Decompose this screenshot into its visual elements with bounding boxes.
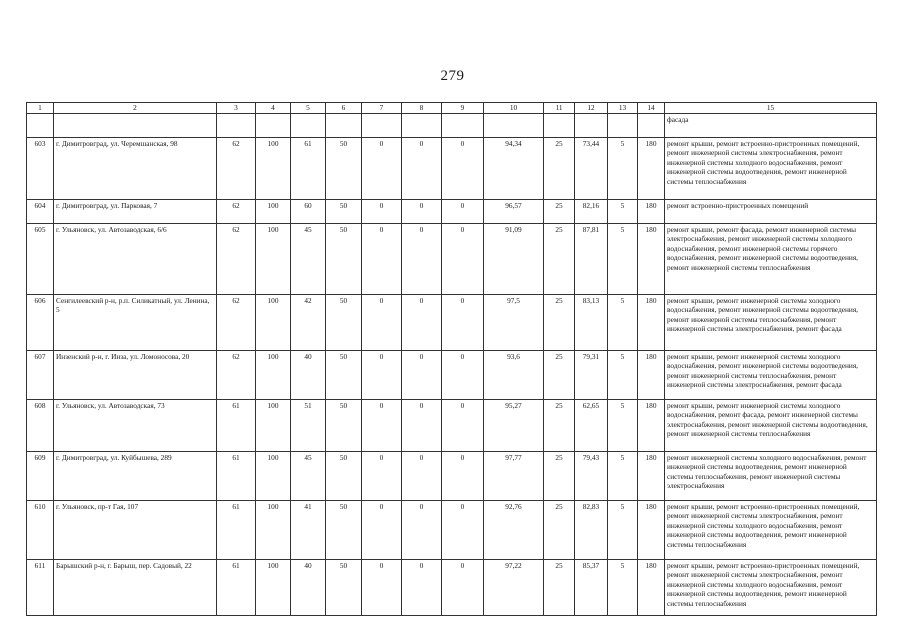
cell-row-number: 605 <box>27 223 54 294</box>
continuation-work-types: фасада <box>665 113 877 137</box>
cell-col-6: 50 <box>326 223 362 294</box>
cell-col-13: 5 <box>608 199 638 223</box>
cell-col-4: 100 <box>256 500 291 559</box>
cell-col-8: 0 <box>402 559 442 615</box>
cell-work-types: ремонт крыши, ремонт инженерной системы холодного водоснабжения, ремонт инженерной системы водоотведения, ремонт инженерной системы теплоснабжения, ремонт инженерной системы электроснабжения, ремонт фасада <box>665 294 877 350</box>
cell-col-3: 62 <box>217 199 256 223</box>
cell-col-7: 0 <box>362 223 402 294</box>
table-row <box>27 559 877 615</box>
continuation-col-3 <box>217 113 256 137</box>
cell-col-13: 5 <box>608 350 638 399</box>
cell-col-11: 25 <box>544 399 575 451</box>
cell-col-4: 100 <box>256 559 291 615</box>
cell-col-14: 180 <box>638 223 665 294</box>
cell-col-6: 50 <box>326 451 362 500</box>
continuation-col-8 <box>402 113 442 137</box>
cell-address: г. Ульяновск, пр-т Гая, 107 <box>54 500 217 559</box>
continuation-row-number <box>27 113 54 137</box>
cell-col-10: 97,77 <box>484 451 544 500</box>
continuation-col-7 <box>362 113 402 137</box>
cell-col-3: 62 <box>217 350 256 399</box>
cell-col-9: 0 <box>442 294 484 350</box>
cell-col-13: 5 <box>608 559 638 615</box>
cell-col-7: 0 <box>362 500 402 559</box>
cell-col-10: 92,76 <box>484 500 544 559</box>
cell-row-number: 609 <box>27 451 54 500</box>
continuation-address <box>54 113 217 137</box>
header-col-9: 9 <box>442 103 484 114</box>
cell-col-3: 62 <box>217 223 256 294</box>
header-col-11: 11 <box>544 103 575 114</box>
continuation-col-14 <box>638 113 665 137</box>
cell-col-14: 180 <box>638 294 665 350</box>
cell-col-12: 62,65 <box>575 399 608 451</box>
continuation-row <box>27 113 877 137</box>
cell-col-10: 91,09 <box>484 223 544 294</box>
cell-col-14: 180 <box>638 350 665 399</box>
cell-col-11: 25 <box>544 137 575 199</box>
table-row <box>27 350 877 399</box>
cell-col-14: 180 <box>638 559 665 615</box>
cell-col-5: 51 <box>291 399 326 451</box>
cell-col-10: 97,22 <box>484 559 544 615</box>
cell-col-5: 45 <box>291 451 326 500</box>
cell-col-14: 180 <box>638 137 665 199</box>
cell-col-8: 0 <box>402 137 442 199</box>
cell-work-types: ремонт крыши, ремонт встроенно-пристроенных помещений, ремонт инженерной системы электроснабжения, ремонт инженерной системы холодного водоснабжения, ремонт инженерной системы водоотведения, ремонт инженерной системы теплоснабжения <box>665 137 877 199</box>
cell-col-5: 60 <box>291 199 326 223</box>
cell-col-5: 61 <box>291 137 326 199</box>
cell-col-6: 50 <box>326 350 362 399</box>
cell-col-11: 25 <box>544 223 575 294</box>
cell-col-8: 0 <box>402 399 442 451</box>
cell-col-6: 50 <box>326 199 362 223</box>
cell-col-9: 0 <box>442 451 484 500</box>
cell-col-4: 100 <box>256 199 291 223</box>
continuation-col-6 <box>326 113 362 137</box>
cell-col-11: 25 <box>544 451 575 500</box>
cell-col-10: 94,34 <box>484 137 544 199</box>
cell-col-10: 93,6 <box>484 350 544 399</box>
cell-col-11: 25 <box>544 350 575 399</box>
cell-col-8: 0 <box>402 199 442 223</box>
header-col-13: 13 <box>608 103 638 114</box>
header-work-types: 15 <box>665 103 877 114</box>
cell-col-9: 0 <box>442 350 484 399</box>
cell-col-7: 0 <box>362 559 402 615</box>
cell-col-9: 0 <box>442 399 484 451</box>
cell-col-5: 41 <box>291 500 326 559</box>
header-col-6: 6 <box>326 103 362 114</box>
header-col-10: 10 <box>484 103 544 114</box>
cell-col-11: 25 <box>544 294 575 350</box>
cell-col-8: 0 <box>402 500 442 559</box>
cell-row-number: 604 <box>27 199 54 223</box>
cell-work-types: ремонт крыши, ремонт встроенно-пристроенных помещений, ремонт инженерной системы электроснабжения, ремонт инженерной системы холодного водоснабжения, ремонт инженерной системы водоотведения, ремонт инженерной системы теплоснабжения <box>665 559 877 615</box>
cell-col-5: 40 <box>291 559 326 615</box>
cell-col-6: 50 <box>326 399 362 451</box>
cell-col-12: 82,16 <box>575 199 608 223</box>
header-row <box>27 103 877 114</box>
cell-col-3: 62 <box>217 137 256 199</box>
cell-col-4: 100 <box>256 451 291 500</box>
continuation-col-12 <box>575 113 608 137</box>
cell-col-13: 5 <box>608 294 638 350</box>
table-body <box>27 113 877 615</box>
cell-col-9: 0 <box>442 137 484 199</box>
cell-col-7: 0 <box>362 350 402 399</box>
cell-col-12: 85,37 <box>575 559 608 615</box>
cell-col-4: 100 <box>256 294 291 350</box>
cell-col-11: 25 <box>544 500 575 559</box>
cell-col-6: 50 <box>326 500 362 559</box>
table-row <box>27 399 877 451</box>
cell-col-11: 25 <box>544 559 575 615</box>
header-col-14: 14 <box>638 103 665 114</box>
cell-address: г. Ульяновск, ул. Автозаводская, 73 <box>54 399 217 451</box>
table-header <box>27 103 877 114</box>
header-col-12: 12 <box>575 103 608 114</box>
cell-col-14: 180 <box>638 199 665 223</box>
cell-work-types: ремонт крыши, ремонт инженерной системы холодного водоснабжения, ремонт фасада, ремонт инженерной системы электроснабжения, ремонт инженерной системы водоотведения, ремонт инженерной системы теплоснабжения <box>665 399 877 451</box>
table-row <box>27 137 877 199</box>
cell-row-number: 608 <box>27 399 54 451</box>
cell-col-12: 73,44 <box>575 137 608 199</box>
cell-col-6: 50 <box>326 137 362 199</box>
cell-col-5: 45 <box>291 223 326 294</box>
cell-work-types: ремонт инженерной системы холодного водоснабжения, ремонт инженерной системы водоотведения, ремонт инженерной системы теплоснабжения, ремонт инженерной системы электроснабжения <box>665 451 877 500</box>
cell-col-12: 79,31 <box>575 350 608 399</box>
cell-col-14: 180 <box>638 451 665 500</box>
page-number: 279 <box>440 68 465 84</box>
header-col-4: 4 <box>256 103 291 114</box>
cell-col-3: 62 <box>217 294 256 350</box>
cell-address: г. Ульяновск, ул. Автозаводская, 6/6 <box>54 223 217 294</box>
cell-col-12: 79,43 <box>575 451 608 500</box>
continuation-col-9 <box>442 113 484 137</box>
header-address: 2 <box>54 103 217 114</box>
header-col-7: 7 <box>362 103 402 114</box>
cell-col-4: 100 <box>256 399 291 451</box>
header-col-3: 3 <box>217 103 256 114</box>
cell-col-7: 0 <box>362 451 402 500</box>
cell-work-types: ремонт крыши, ремонт фасада, ремонт инженерной системы электроснабжения, ремонт инженерной системы холодного водоснабжения, ремонт инженерной системы горячего водоснабжения, ремонт инженерной системы водоотведения, ремонт инженерной системы теплоснабжения <box>665 223 877 294</box>
continuation-col-5 <box>291 113 326 137</box>
cell-col-9: 0 <box>442 199 484 223</box>
works-table <box>26 102 877 616</box>
cell-col-10: 95,27 <box>484 399 544 451</box>
cell-col-7: 0 <box>362 137 402 199</box>
cell-col-8: 0 <box>402 223 442 294</box>
cell-col-7: 0 <box>362 294 402 350</box>
cell-row-number: 610 <box>27 500 54 559</box>
header-col-8: 8 <box>402 103 442 114</box>
table-row <box>27 451 877 500</box>
table-row <box>27 500 877 559</box>
continuation-col-13 <box>608 113 638 137</box>
cell-col-13: 5 <box>608 399 638 451</box>
cell-col-10: 96,57 <box>484 199 544 223</box>
cell-col-14: 180 <box>638 500 665 559</box>
cell-col-4: 100 <box>256 137 291 199</box>
cell-col-14: 180 <box>638 399 665 451</box>
cell-col-9: 0 <box>442 500 484 559</box>
continuation-col-11 <box>544 113 575 137</box>
cell-col-8: 0 <box>402 350 442 399</box>
cell-col-9: 0 <box>442 559 484 615</box>
cell-col-12: 83,13 <box>575 294 608 350</box>
cell-col-6: 50 <box>326 559 362 615</box>
table-row <box>27 294 877 350</box>
cell-address: Сенгилеевский р-н, р.п. Силикатный, ул. Ленина, 5 <box>54 294 217 350</box>
cell-address: г. Димитровград, ул. Куйбышева, 289 <box>54 451 217 500</box>
cell-address: Барышский р-н, г. Барыш, пер. Садовый, 22 <box>54 559 217 615</box>
cell-col-13: 5 <box>608 500 638 559</box>
cell-col-11: 25 <box>544 199 575 223</box>
table-row <box>27 199 877 223</box>
continuation-col-10 <box>484 113 544 137</box>
cell-col-3: 61 <box>217 559 256 615</box>
cell-col-13: 5 <box>608 451 638 500</box>
cell-col-3: 61 <box>217 500 256 559</box>
cell-address: г. Димитровград, ул. Черемшанская, 98 <box>54 137 217 199</box>
cell-col-6: 50 <box>326 294 362 350</box>
cell-row-number: 607 <box>27 350 54 399</box>
cell-col-8: 0 <box>402 451 442 500</box>
cell-col-3: 61 <box>217 451 256 500</box>
header-row-number: 1 <box>27 103 54 114</box>
cell-work-types: ремонт крыши, ремонт инженерной системы холодного водоснабжения, ремонт инженерной системы водоотведения, ремонт инженерной системы теплоснабжения, ремонт инженерной системы электроснабжения, ремонт фасада <box>665 350 877 399</box>
cell-col-5: 40 <box>291 350 326 399</box>
cell-work-types: ремонт крыши, ремонт встроенно-пристроенных помещений, ремонт инженерной системы электроснабжения, ремонт инженерной системы холодного водоснабжения, ремонт инженерной системы водоотведения, ремонт инженерной системы теплоснабжения <box>665 500 877 559</box>
cell-col-13: 5 <box>608 137 638 199</box>
cell-work-types: ремонт встроенно-пристроенных помещений <box>665 199 877 223</box>
cell-col-7: 0 <box>362 399 402 451</box>
continuation-col-4 <box>256 113 291 137</box>
cell-col-4: 100 <box>256 223 291 294</box>
cell-row-number: 606 <box>27 294 54 350</box>
cell-col-13: 5 <box>608 223 638 294</box>
cell-row-number: 611 <box>27 559 54 615</box>
cell-col-5: 42 <box>291 294 326 350</box>
cell-col-12: 87,81 <box>575 223 608 294</box>
cell-col-12: 82,83 <box>575 500 608 559</box>
cell-col-10: 97,5 <box>484 294 544 350</box>
cell-col-9: 0 <box>442 223 484 294</box>
cell-col-3: 61 <box>217 399 256 451</box>
cell-col-4: 100 <box>256 350 291 399</box>
cell-col-7: 0 <box>362 199 402 223</box>
cell-address: Инзенский р-н, г. Инза, ул. Ломоносова, 20 <box>54 350 217 399</box>
table-row <box>27 223 877 294</box>
cell-row-number: 603 <box>27 137 54 199</box>
header-col-5: 5 <box>291 103 326 114</box>
cell-col-8: 0 <box>402 294 442 350</box>
cell-address: г. Димитровград, ул. Парковая, 7 <box>54 199 217 223</box>
